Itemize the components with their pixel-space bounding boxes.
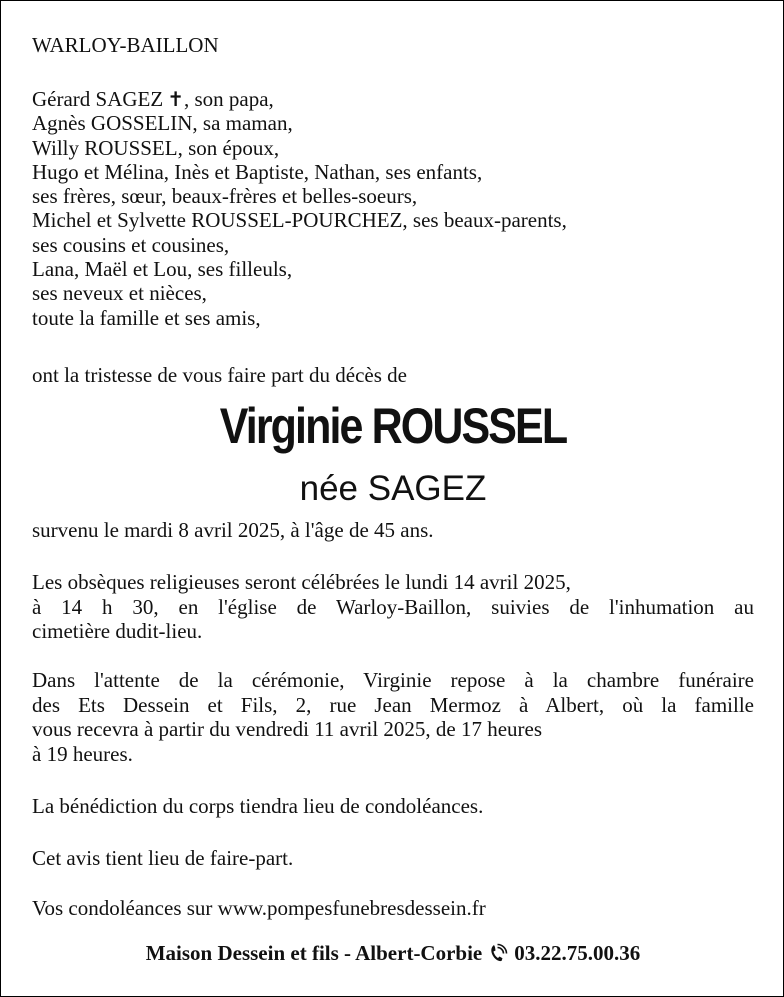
viewing-line: vous recevra à partir du vendredi 11 avril 2025, de 17 heures [32, 717, 543, 741]
family-list [32, 87, 567, 330]
family-member: Gérard SAGEZ ✝, son papa, [32, 87, 274, 111]
phone-number[interactable]: 03.22.75.00.36 [514, 941, 641, 965]
cross-icon: ✝ [167, 87, 184, 111]
family-member: ses neveux et nièces, [32, 281, 207, 306]
deceased-name: Virginie ROUSSEL [219, 398, 567, 454]
blessing-text: La bénédiction du corps tiendra lieu de condoléances. [32, 794, 484, 818]
notice-text: Cet avis tient lieu de faire-part. [32, 846, 294, 870]
place-name: WARLOY-BAILLON [32, 33, 219, 57]
viewing-line: Dans l'attente de la cérémonie, Virginie repose à la chambre funéraire [32, 668, 754, 692]
maiden-name: née SAGEZ [299, 469, 487, 508]
family-member: Hugo et Mélina, Inès et Baptiste, Nathan, ses enfants, [32, 159, 483, 184]
viewing-line: des Ets Dessein et Fils, 2, rue Jean Mermoz à Albert, où la famille [32, 692, 754, 717]
family-member: Michel et Sylvette ROUSSEL-POURCHEZ, ses beaux-parents, [32, 208, 567, 233]
family-member: Willy ROUSSEL, son époux, [32, 135, 280, 160]
death-notice: survenu le mardi 8 avril 2025, à l'âge de 45 ans. [32, 518, 434, 542]
family-member: ses frères, sœur, beaux-frères et belles-soeurs, [32, 184, 418, 209]
company-name: Maison Dessein et fils - Albert-Corbie [145, 941, 483, 965]
family-member: Lana, Maël et Lou, ses filleuls, [32, 257, 293, 282]
family-member: ses cousins et cousines, [32, 232, 230, 257]
family-member: Agnès GOSSELIN, sa maman, [32, 111, 293, 136]
viewing-paragraph [32, 668, 754, 766]
viewing-line: à 19 heures. [32, 741, 133, 766]
family-member: toute la famille et ses amis, [32, 305, 261, 330]
funeral-line: cimetière dudit-lieu. [32, 619, 203, 643]
funeral-line: Les obsèques religieuses seront célébrées le lundi 14 avril 2025, [32, 570, 571, 594]
funeral-line: à 14 h 30, en l'église de Warloy-Baillon, suivies de l'inhumation au [32, 594, 754, 619]
condolences-text: Vos condoléances sur www.pompesfunebresdessein.fr [32, 896, 486, 920]
intro-text: ont la tristesse de vous faire part du décès de [32, 363, 407, 387]
funeral-paragraph [32, 570, 754, 644]
footer [1, 938, 784, 968]
phone-icon [488, 943, 508, 963]
